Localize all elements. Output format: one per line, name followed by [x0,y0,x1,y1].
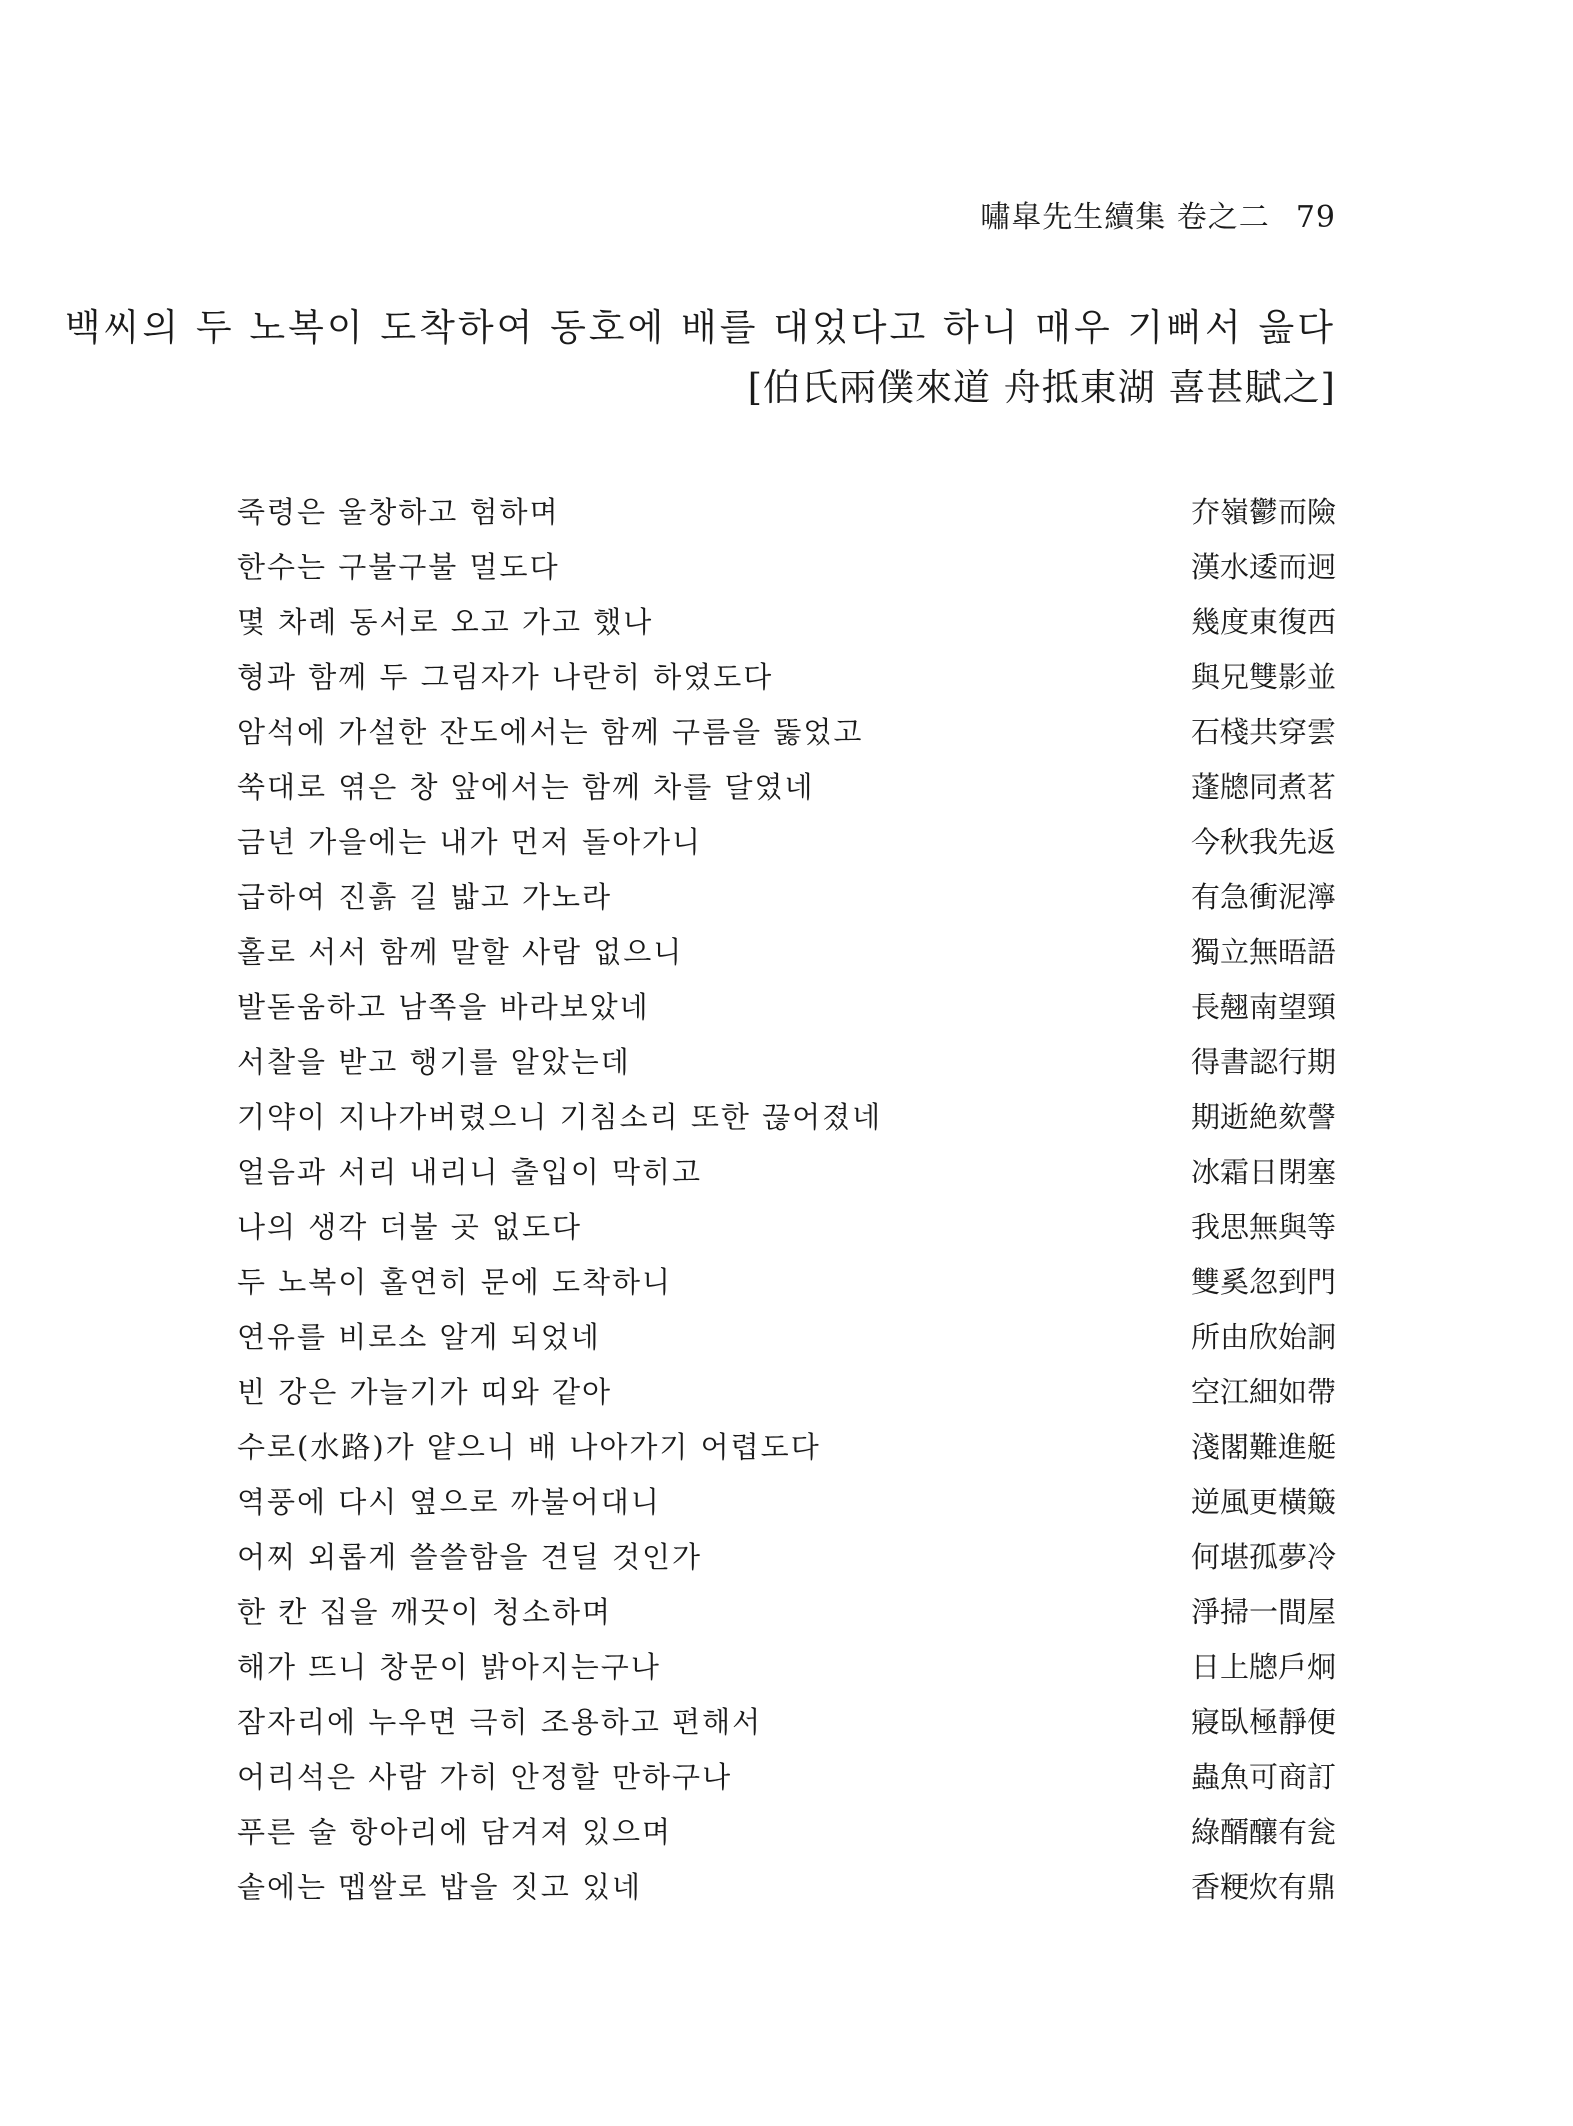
poem-line [237,1803,1336,1858]
poem-line-hanja: 淨掃一間屋 [1190,1595,1336,1629]
poem-line [237,1363,1336,1418]
poem-line-hanja: 綠醑釀有瓮 [1190,1815,1336,1849]
poem-line-hanja: 蟲魚可商訂 [1190,1760,1336,1794]
poem-line-hanja: 蓬牕同煮茗 [1190,770,1336,804]
poem-line-hanja: 長翹南望頸 [1190,990,1336,1024]
poem-line-korean: 나의 생각 더불 곳 없도다 [237,1210,583,1244]
poem-line-korean: 한 칸 집을 깨끗이 청소하며 [237,1595,613,1629]
poem-line-korean: 역풍에 다시 옆으로 까불어대니 [237,1485,661,1519]
poem-title [65,302,1336,414]
poem-line-hanja: 日上牕戶炯 [1190,1650,1336,1684]
poem-line-hanja: 幾度東復西 [1190,605,1336,639]
poem-line-korean: 빈 강은 가늘기가 띠와 같아 [237,1375,613,1409]
poem-line-korean: 해가 뜨니 창문이 밝아지는구나 [237,1650,661,1684]
poem-line-korean: 솥에는 멥쌀로 밥을 짓고 있네 [237,1870,643,1904]
poem-line [237,593,1336,648]
poem-line-korean: 형과 함께 두 그림자가 나란히 하였도다 [237,660,774,694]
poem-line [237,703,1336,758]
poem-line-hanja: 逆風更橫簸 [1190,1485,1336,1519]
poem-line [237,538,1336,593]
poem-line-hanja: 獨立無晤語 [1190,935,1336,969]
poem-line [237,483,1336,538]
poem-line-korean: 쑥대로 엮은 창 앞에서는 함께 차를 달였네 [237,770,815,804]
poem-line-hanja: 得書認行期 [1190,1045,1336,1079]
poem-title-hanja: [伯氏兩僕來道 舟抵東湖 喜甚賦之] [747,366,1336,409]
poem-line-hanja: 今秋我先返 [1190,825,1336,859]
poem-line [237,868,1336,923]
book-title: 嘯皐先生續集 卷之二 [980,200,1270,235]
poem-line [237,923,1336,978]
poem-line-korean: 서찰을 받고 행기를 알았는데 [237,1045,631,1079]
poem-line [237,1528,1336,1583]
poem-line-korean: 급하여 진흙 길 밟고 가노라 [237,880,613,914]
poem-line-hanja: 冰霜日閉塞 [1190,1155,1336,1189]
poem-line [237,1308,1336,1363]
poem-line-hanja: 寢臥極靜便 [1190,1705,1336,1739]
poem-line-hanja: 雙奚忽到門 [1190,1265,1336,1299]
poem-line-korean: 얼음과 서리 내리니 출입이 막히고 [237,1155,703,1189]
poem-line [237,1638,1336,1693]
poem-body [237,483,1336,1913]
poem-line [237,1198,1336,1253]
poem-line [237,1033,1336,1088]
poem-line-hanja: 淺閣難進艇 [1190,1430,1336,1464]
page-number: 79 [1295,200,1336,235]
poem-line-korean: 한수는 구불구불 멀도다 [237,550,560,584]
poem-line [237,1253,1336,1308]
poem-line-hanja: 期逝絶欬謦 [1190,1100,1336,1134]
poem-line-korean: 기약이 지나가버렸으니 기침소리 또한 끊어졌네 [237,1100,883,1134]
poem-line-hanja: 漢水逶而迥 [1190,550,1336,584]
poem-line [237,1858,1336,1913]
poem-line [237,1693,1336,1748]
poem-title-korean: 백씨의 두 노복이 도착하여 동호에 배를 대었다고 하니 매우 기뻐서 읊다 [64,306,1336,349]
poem-line-korean: 암석에 가설한 잔도에서는 함께 구름을 뚫었고 [237,715,864,749]
poem-line [237,1088,1336,1143]
poem-line-hanja: 我思無與等 [1190,1210,1336,1244]
poem-line-hanja: 香粳炊有鼎 [1190,1870,1336,1904]
poem-line-korean: 두 노복이 홀연히 문에 도착하니 [237,1265,673,1299]
poem-line [237,758,1336,813]
poem-line-korean: 연유를 비로소 알게 되었네 [237,1320,601,1354]
poem-line [237,978,1336,1033]
poem-line-korean: 홀로 서서 함께 말할 사람 없으니 [237,935,684,969]
poem-line [237,1418,1336,1473]
poem-line-korean: 어리석은 사람 가히 안정할 만하구나 [237,1760,733,1794]
poem-line [237,1748,1336,1803]
poem-line-korean: 금년 가을에는 내가 먼저 돌아가니 [237,825,703,859]
poem-line [237,648,1336,703]
poem-line-hanja: 有急衝泥濘 [1190,880,1336,914]
poem-line-hanja: 夰嶺鬱而險 [1190,495,1336,529]
poem-line-hanja: 何堪孤夢冷 [1190,1540,1336,1574]
poem-line [237,1473,1336,1528]
poem-line [237,813,1336,868]
poem-line-korean: 발돋움하고 남쪽을 바라보았네 [237,990,650,1024]
poem-line-korean: 푸른 술 항아리에 담겨져 있으며 [237,1815,673,1849]
running-head [980,192,1336,236]
poem-line-hanja: 空江細如帶 [1190,1375,1336,1409]
poem-line-korean: 잠자리에 누우면 극히 조용하고 편해서 [237,1705,763,1739]
poem-line-hanja: 與兄雙影並 [1190,660,1336,694]
poem-line-korean: 죽령은 울창하고 험하며 [237,495,560,529]
poem-line-korean: 몇 차례 동서로 오고 가고 했나 [237,605,654,639]
poem-line [237,1143,1336,1198]
poem-line-korean: 수로(水路)가 얕으니 배 나아가기 어렵도다 [237,1430,821,1464]
poem-line [237,1583,1336,1638]
poem-line-korean: 어찌 외롭게 쓸쓸함을 견딜 것인가 [237,1540,703,1574]
poem-line-hanja: 所由欣始詗 [1190,1320,1336,1354]
poem-line-hanja: 石棧共穿雲 [1190,715,1336,749]
